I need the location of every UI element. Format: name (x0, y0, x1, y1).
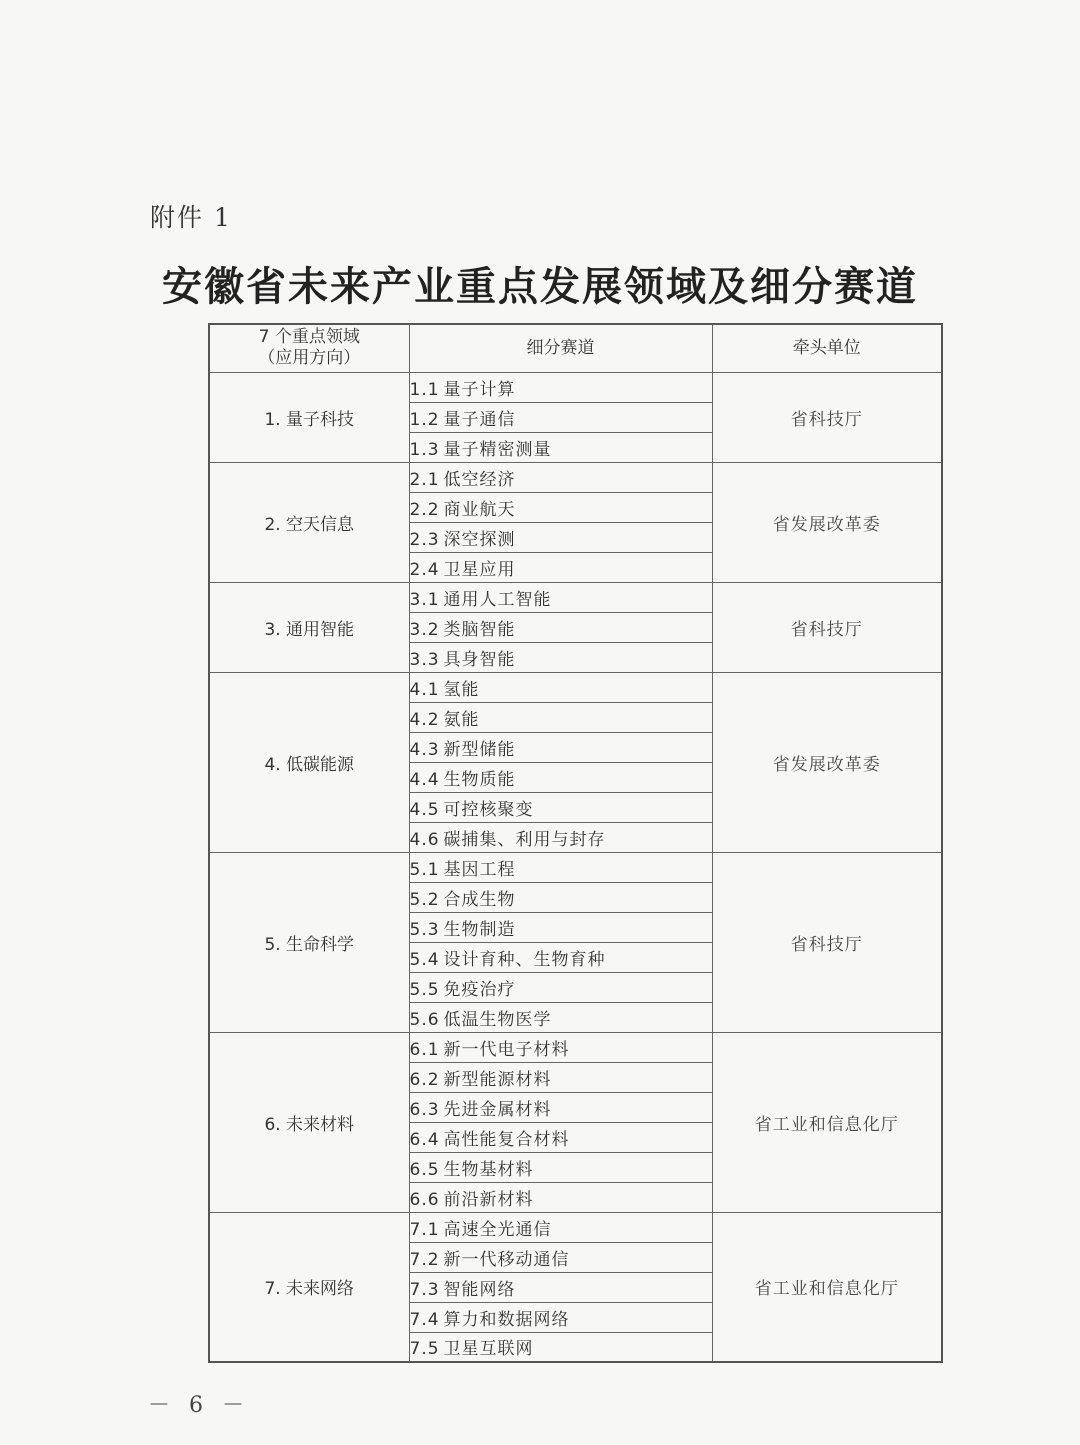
track-number: 6.5 (409, 1159, 440, 1180)
track-cell (409, 1302, 712, 1332)
track-number: 6.1 (409, 1039, 440, 1060)
domain-cell: 4. 低碳能源 (209, 672, 409, 852)
track-number: 4.1 (409, 679, 440, 700)
track-label: 卫星应用 (443, 559, 516, 580)
track-cell (409, 372, 712, 402)
track-number: 3.2 (409, 619, 440, 640)
track-label: 免疫治疗 (443, 979, 516, 1000)
track-cell (409, 822, 712, 852)
track-cell (409, 732, 712, 762)
track-number: 4.5 (409, 799, 440, 820)
domain-cell: 6. 未来材料 (209, 1032, 409, 1212)
track-label: 算力和数据网络 (443, 1309, 570, 1330)
header-lead: 牵头单位 (712, 324, 942, 372)
track-label: 新一代移动通信 (443, 1249, 570, 1270)
track-number: 6.2 (409, 1069, 440, 1090)
track-cell (409, 1212, 712, 1242)
track-label: 可控核聚变 (443, 799, 534, 820)
track-cell (409, 702, 712, 732)
track-number: 2.2 (409, 499, 440, 520)
lead-unit-cell: 省发展改革委 (712, 672, 942, 852)
track-label: 生物制造 (443, 919, 516, 940)
track-cell (409, 762, 712, 792)
track-label: 先进金属材料 (443, 1099, 552, 1120)
track-cell (409, 672, 712, 702)
table-row (209, 852, 942, 882)
track-label: 前沿新材料 (443, 1189, 534, 1210)
track-cell (409, 552, 712, 582)
track-cell (409, 402, 712, 432)
track-number: 2.3 (409, 529, 440, 550)
page-number: － 6 － (148, 1393, 250, 1418)
track-number: 7.2 (409, 1249, 440, 1270)
track-number: 5.1 (409, 859, 440, 880)
track-cell (409, 1332, 712, 1362)
domain-cell: 5. 生命科学 (209, 852, 409, 1032)
track-number: 4.3 (409, 739, 440, 760)
table-row (209, 672, 942, 702)
track-number: 1.3 (409, 439, 440, 460)
track-number: 6.3 (409, 1099, 440, 1120)
track-label: 碳捕集、利用与封存 (443, 829, 606, 850)
header-domain-line1: 7 个重点领域 (258, 327, 360, 347)
track-label: 智能网络 (443, 1279, 516, 1300)
track-number: 6.6 (409, 1189, 440, 1210)
track-label: 通用人工智能 (443, 589, 552, 610)
track-number: 1.2 (409, 409, 440, 430)
table-row (209, 462, 942, 492)
track-number: 3.3 (409, 649, 440, 670)
track-label: 卫星互联网 (443, 1339, 534, 1360)
lead-unit-cell: 省科技厅 (712, 852, 942, 1032)
table-header-row (209, 324, 942, 372)
track-number: 5.6 (409, 1009, 440, 1030)
track-label: 高速全光通信 (443, 1219, 552, 1240)
track-cell (409, 612, 712, 642)
track-label: 量子精密测量 (443, 439, 552, 460)
track-label: 氢能 (443, 679, 480, 700)
track-label: 深空探测 (443, 529, 516, 550)
track-label: 商业航天 (443, 499, 516, 520)
track-cell (409, 1152, 712, 1182)
lead-unit-cell: 省工业和信息化厅 (712, 1032, 942, 1212)
track-cell (409, 792, 712, 822)
header-tracks: 细分赛道 (409, 324, 712, 372)
track-cell (409, 432, 712, 462)
track-cell (409, 1062, 712, 1092)
track-label: 低温生物医学 (443, 1009, 552, 1030)
table-row (209, 1032, 942, 1062)
track-label: 氨能 (443, 709, 480, 730)
track-cell (409, 642, 712, 672)
track-number: 1.1 (409, 379, 440, 400)
track-number: 7.1 (409, 1219, 440, 1240)
track-number: 2.1 (409, 469, 440, 490)
track-label: 低空经济 (443, 469, 516, 490)
track-number: 3.1 (409, 589, 440, 610)
track-label: 量子通信 (443, 409, 516, 430)
track-cell (409, 1242, 712, 1272)
header-domain-line2: （应用方向） (258, 348, 361, 369)
domain-cell: 7. 未来网络 (209, 1212, 409, 1362)
track-label: 高性能复合材料 (443, 1129, 570, 1150)
page-title: 安徽省未来产业重点发展领域及细分赛道 (162, 263, 918, 310)
track-cell (409, 462, 712, 492)
track-label: 类脑智能 (443, 619, 516, 640)
track-label: 具身智能 (443, 649, 516, 670)
track-number: 7.4 (409, 1309, 440, 1330)
track-label: 新型储能 (443, 739, 516, 760)
track-cell (409, 492, 712, 522)
lead-unit-cell: 省发展改革委 (712, 462, 942, 582)
track-number: 5.5 (409, 979, 440, 1000)
track-cell (409, 1002, 712, 1032)
table-row (209, 1212, 942, 1242)
track-number: 6.4 (409, 1129, 440, 1150)
header-domain (209, 324, 409, 372)
track-label: 新一代电子材料 (443, 1039, 570, 1060)
domain-cell: 2. 空天信息 (209, 462, 409, 582)
track-cell (409, 582, 712, 612)
track-label: 生物基材料 (443, 1159, 534, 1180)
domain-cell: 3. 通用智能 (209, 582, 409, 672)
lead-unit-cell: 省科技厅 (712, 582, 942, 672)
track-cell (409, 912, 712, 942)
track-label: 基因工程 (443, 859, 516, 880)
track-cell (409, 1122, 712, 1152)
attachment-label: 附件 1 (150, 203, 232, 232)
track-number: 5.4 (409, 949, 440, 970)
track-label: 生物质能 (443, 769, 516, 790)
table-row (209, 582, 942, 612)
track-label: 量子计算 (443, 379, 516, 400)
lead-unit-cell: 省科技厅 (712, 372, 942, 462)
track-number: 7.5 (409, 1339, 440, 1360)
domain-table (208, 323, 943, 1363)
track-label: 合成生物 (443, 889, 516, 910)
track-label: 新型能源材料 (443, 1069, 552, 1090)
track-number: 4.6 (409, 829, 440, 850)
track-number: 5.2 (409, 889, 440, 910)
track-label: 设计育种、生物育种 (443, 949, 606, 970)
track-cell (409, 852, 712, 882)
track-cell (409, 882, 712, 912)
domain-cell: 1. 量子科技 (209, 372, 409, 462)
track-cell (409, 522, 712, 552)
track-cell (409, 1272, 712, 1302)
track-number: 4.4 (409, 769, 440, 790)
track-number: 5.3 (409, 919, 440, 940)
track-cell (409, 1092, 712, 1122)
track-number: 7.3 (409, 1279, 440, 1300)
track-cell (409, 942, 712, 972)
track-cell (409, 1182, 712, 1212)
lead-unit-cell: 省工业和信息化厅 (712, 1212, 942, 1362)
track-cell (409, 972, 712, 1002)
table-row (209, 372, 942, 402)
track-number: 4.2 (409, 709, 440, 730)
track-cell (409, 1032, 712, 1062)
track-number: 2.4 (409, 559, 440, 580)
